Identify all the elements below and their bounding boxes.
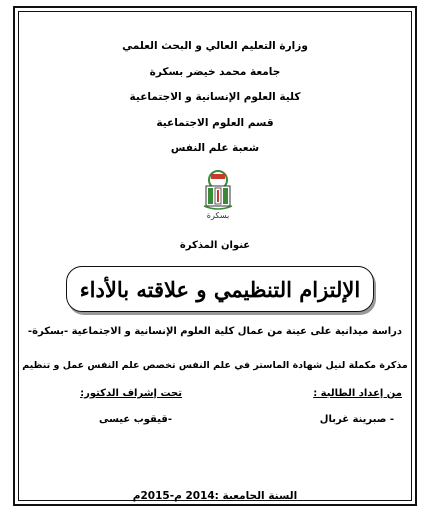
university-logo-icon xyxy=(196,168,240,222)
branch-name: شعبة علم النفس xyxy=(170,142,260,154)
supervisor-name: -قيقوب عيسى xyxy=(99,414,172,425)
degree-note: مذكرة مكملة لنيل شهادة الماستر في علم النفس تخصص علم النفس عمل و تنظيم xyxy=(22,360,408,371)
academic-year: السنة الجامعية :2014 م-2015م xyxy=(132,490,298,502)
logo-emblem xyxy=(204,171,232,209)
thesis-title-box xyxy=(66,266,374,312)
ministry-name: وزارة التعليم العالي و البحث العلمي xyxy=(122,40,308,52)
logo-caption: بسكرة xyxy=(206,211,230,220)
title-label: عنوان المذكرة xyxy=(179,240,251,251)
faculty-name: كلية العلوم الإنسانية و الاجتماعية xyxy=(129,91,301,103)
university-name: جامعة محمد خيضر بسكرة xyxy=(149,66,281,78)
department-name: قسم العلوم الاجتماعية xyxy=(156,117,274,129)
student-name: - صبرينة غربال xyxy=(319,414,394,425)
page-border-inner xyxy=(18,11,412,501)
supervisor-label: تحت إشراف الدكتور: xyxy=(80,388,182,399)
student-label: من إعداد الطالبة : xyxy=(313,388,402,399)
thesis-subtitle: دراسة ميدانية على عينة من عمال كلية العلوم الإنسانية و الاجتماعية -بسكرة- xyxy=(27,326,403,337)
thesis-title: الإلتزام التنظيمي و علاقته بالأداء xyxy=(79,276,361,302)
